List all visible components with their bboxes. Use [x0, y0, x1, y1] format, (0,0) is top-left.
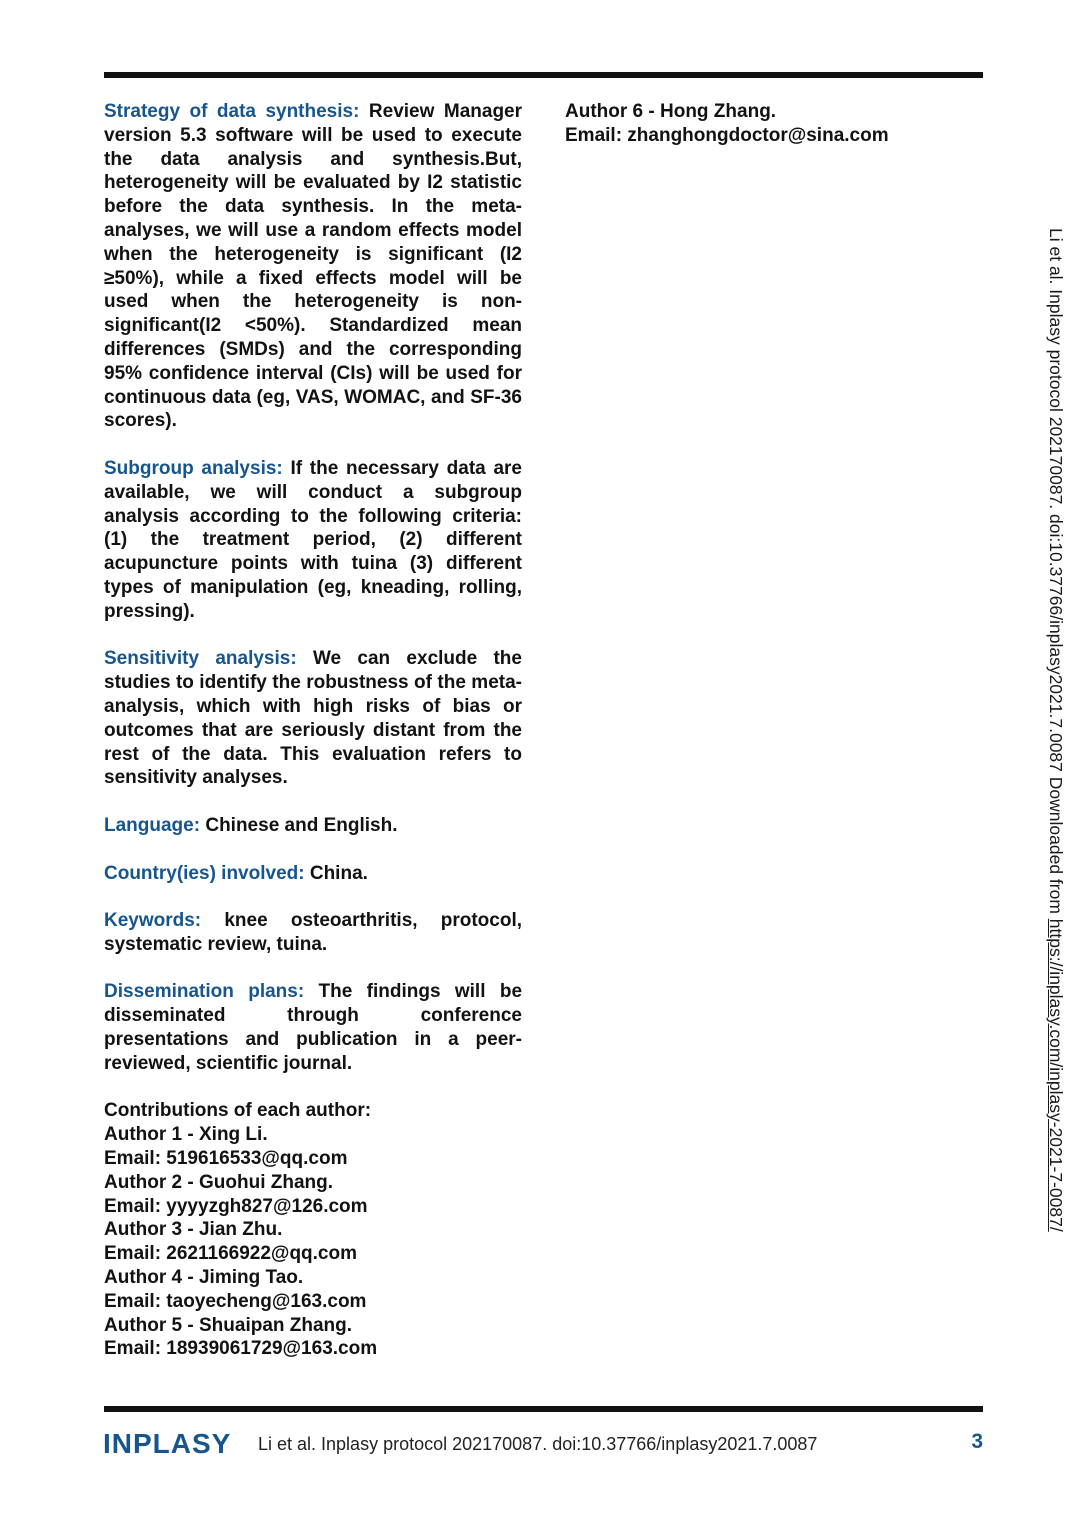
section-label: Dissemination plans:: [104, 981, 305, 1003]
section-label: Keywords:: [104, 910, 202, 932]
author-email-line: Email: zhanghongdoctor@sina.com: [565, 124, 889, 146]
author-email-line: Email: 519616533@qq.com: [104, 1148, 348, 1170]
author-line: Author 2 - Guohui Zhang.: [104, 1171, 334, 1193]
author-line: Author 3 - Jian Zhu.: [104, 1219, 283, 1241]
author-email-line: Email: 18939061729@163.com: [104, 1338, 378, 1360]
section-text: knee osteoarthritis, protocol, systematic review, tuina.: [104, 910, 523, 955]
right-column: [565, 100, 995, 148]
section-countries-involved: [104, 862, 522, 886]
section-text: Chinese and English.: [205, 814, 398, 836]
section-text: China.: [309, 862, 368, 884]
left-column: [104, 100, 522, 1385]
author-line: Author 1 - Xing Li.: [104, 1124, 268, 1146]
author-email-line: Email: 2621166922@qq.com: [104, 1243, 358, 1265]
contributions-heading: Contributions of each author:: [104, 1100, 372, 1122]
author-line: Author 4 - Jiming Tao.: [104, 1267, 304, 1289]
section-keywords: [104, 909, 522, 957]
sidebar-citation-link[interactable]: https://inplasy.com/inplasy-2021-7-0087/: [1046, 918, 1066, 1232]
author-email-line: Email: yyyyzgh827@126.com: [104, 1195, 368, 1217]
section-subgroup-analysis: [104, 457, 522, 624]
section-text: If the necessary data are available, we will conduct a subgroup analysis according to the following criteria: (1) the treatment period, (2) different acupuncture points with tuina (3) different types of manipulation (eg, kneading, rolling, pressing).: [104, 457, 522, 622]
sidebar-citation: [1044, 228, 1068, 1310]
section-label: Language:: [104, 814, 201, 836]
section-sensitivity-analysis: [104, 647, 522, 790]
section-text: The findings will be disseminated through conference presentations and publication in a peer-reviewed, scientific journal.: [104, 981, 523, 1074]
author-line: Author 5 - Shuaipan Zhang.: [104, 1314, 353, 1336]
section-label: Sensitivity analysis:: [104, 648, 297, 670]
author-email-line: Email: taoyecheng@163.com: [104, 1290, 367, 1312]
section-dissemination-plans: [104, 980, 522, 1075]
footer-rule: [104, 1406, 983, 1412]
section-language: [104, 814, 522, 838]
section-label: Subgroup analysis:: [104, 457, 283, 479]
section-strategy-of-data-synthesis: [104, 100, 522, 433]
page-number: 3: [971, 1430, 983, 1453]
section-contributions: [104, 1099, 522, 1361]
section-text: Review Manager version 5.3 software will be used to execute the data analysis and synthesis.But, heterogeneity will be evaluated by I2 statistic before the data synthesis. In the meta-analyses, we will use a random effects model when the heterogeneity is significant (I2 ≥50%), while a fixed effects model will be used when the heterogeneity is non-significant(I2 <50%). Standardized mean differences (SMDs) and the corresponding 95% confidence interval (CIs) will be used for continuous data (eg, VAS, WOMAC, and SF-36 scores).: [104, 101, 523, 432]
section-label: Strategy of data synthesis:: [104, 101, 360, 122]
author-line: Author 6 - Hong Zhang.: [565, 101, 777, 122]
section-label: Country(ies) involved:: [104, 862, 305, 884]
sidebar-citation-text: Li et al. Inplasy protocol 202170087. doi:10.37766/inplasy2021.7.0087 Downloaded from: [1046, 228, 1066, 919]
section-text: We can exclude the studies to identify the robustness of the meta-analysis, which with high risks of bias or outcomes that are seriously distant from the rest of the data. This evaluation refers to sensitivity analyses.: [104, 648, 522, 789]
inplasy-logo: INPLASY: [103, 1428, 232, 1459]
top-rule: [104, 72, 983, 78]
footer-citation: Li et al. Inplasy protocol 202170087. doi:10.37766/inplasy2021.7.0087: [258, 1434, 818, 1454]
